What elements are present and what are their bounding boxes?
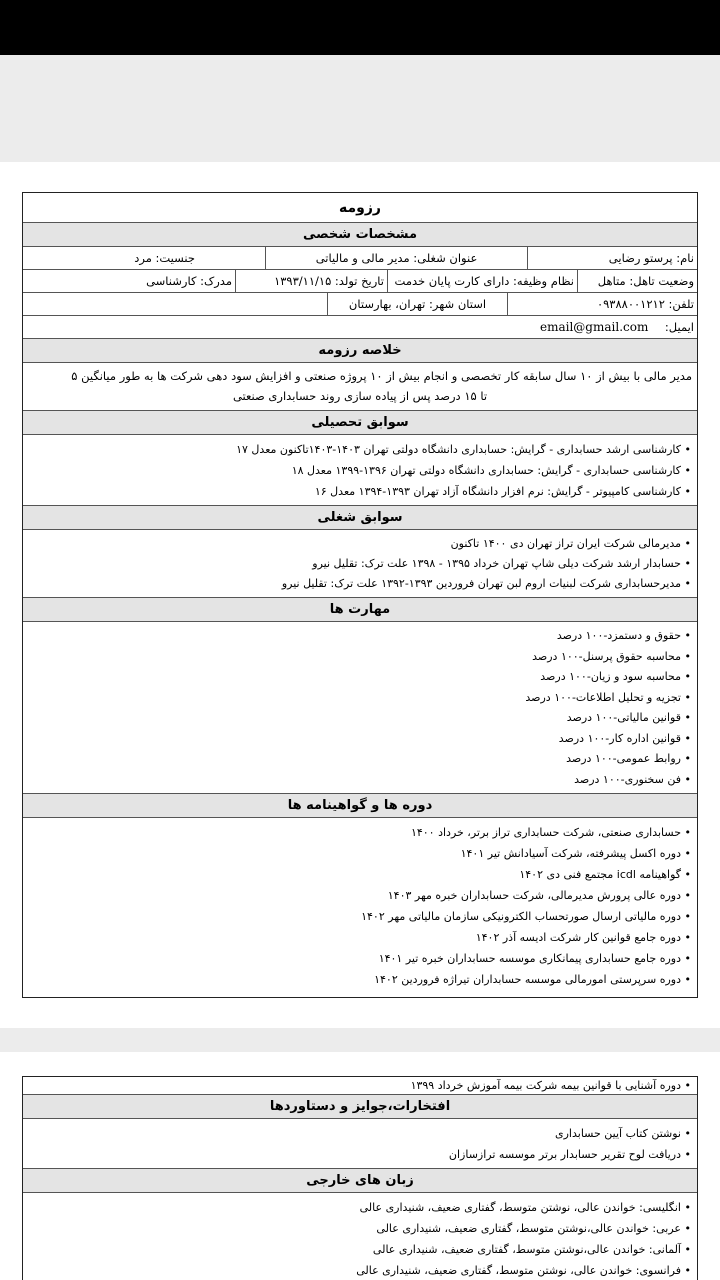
top-status-bar <box>0 0 720 55</box>
awards-header: افتخارات،جوایز و دستاوردها <box>23 1095 697 1119</box>
birth-field: تاریخ تولد: ۱۳۹۳/۱۱/۱۵ <box>235 270 387 292</box>
languages-list <box>23 1193 697 1280</box>
personal-row-2 <box>23 270 697 293</box>
degree-field: مدرک: کارشناسی <box>146 274 232 288</box>
email-field[interactable]: email@gmail.com <box>540 320 649 334</box>
skill-item: • روابط عمومی-۱۰۰ درصد <box>27 749 691 770</box>
languages-header: زبان های خارجی <box>23 1169 697 1193</box>
military-field: نظام وظیفه: دارای کارت پایان خدمت <box>387 270 577 292</box>
education-list <box>23 435 697 506</box>
skill-item: • قوانین مالیاتی-۱۰۰ درصد <box>27 708 691 729</box>
course-item: • دوره عالی پرورش مدیرمالی، شرکت حسابداران خبره مهر ۱۴۰۳ <box>27 885 691 906</box>
education-item: • کارشناسی ارشد حسابداری - گرایش: حسابداری دانشگاه دولتی تهران ۱۴۰۳-۱۴۰۳تاکنون معدل ۱۷ <box>27 439 691 460</box>
skill-item: • حقوق و دستمزد-۱۰۰ درصد <box>27 626 691 647</box>
courses-header: دوره ها و گواهینامه ها <box>23 794 697 818</box>
summary-line-1: مدیر مالی با بیش از ۱۰ سال سابقه کار تخصصی و انجام بیش از ۱۰ پروژه صنعتی و افزایش سود دهی شرکت ها به طور میانگین ۵ <box>71 369 692 383</box>
course-item: • دوره سرپرستی امورمالی موسسه حسابداران تیراژه فروردین ۱۴۰۲ <box>27 969 691 990</box>
courses-list <box>23 818 697 993</box>
course-item: • حسابداری صنعتی، شرکت حسابداری تراز برتر، خرداد ۱۴۰۰ <box>27 822 691 843</box>
language-item: • فرانسوی: خواندن عالی، نوشتن متوسط، گفتاری ضعیف، شنیداری عالی <box>27 1260 691 1280</box>
name-field: نام: پرستو رضایی <box>527 247 697 269</box>
summary-header: خلاصه رزومه <box>23 339 697 363</box>
skill-item: • فن سخنوری-۱۰۰ درصد <box>27 770 691 791</box>
job-item: • حسابدار ارشد شرکت دیلی شاپ تهران خرداد ۱۳۹۵ - ۱۳۹۸ علت ترک: تقلیل نیرو <box>27 554 691 574</box>
summary-text <box>23 363 697 411</box>
courses-list-continued <box>23 1077 697 1095</box>
summary-line-2: تا ۱۵ درصد پس از پیاده سازی روند حسابداری صنعتی <box>232 389 488 403</box>
skills-header: مهارت ها <box>23 598 697 622</box>
education-item: • کارشناسی کامپیوتر - گرایش: نرم افزار دانشگاه آزاد تهران ۱۳۹۳-۱۳۹۴ معدل ۱۶ <box>27 481 691 502</box>
award-item: • نوشتن کتاب آیین حسابداری <box>27 1123 691 1144</box>
course-item: • دوره جامع قوانین کار شرکت ادیسه آذر ۱۴۰۲ <box>27 927 691 948</box>
personal-row-1 <box>23 247 697 270</box>
email-label: ایمیل: <box>664 320 694 334</box>
address-field: استان شهر: تهران، بهارستان <box>327 293 507 315</box>
award-item: • دریافت لوح تقریر حسابدار برتر موسسه ترازسازان <box>27 1144 691 1165</box>
course-item: • گواهینامه icdl مجتمع فنی دی ۱۴۰۲ <box>27 864 691 885</box>
jobs-list <box>23 530 697 598</box>
resume-title: رزومه <box>23 193 697 223</box>
language-item: • عربی: خواندن عالی،نوشتن متوسط، گفتاری ضعیف، شنیداری عالی <box>27 1218 691 1239</box>
job-title-field: عنوان شغلی: مدیر مالی و مالیاتی <box>265 247 527 269</box>
skills-list <box>23 622 697 794</box>
skill-item: • محاسبه حقوق پرسنل-۱۰۰ درصد <box>27 647 691 668</box>
education-header: سوابق تحصیلی <box>23 411 697 435</box>
skill-item: • محاسبه سود و زیان-۱۰۰ درصد <box>27 667 691 688</box>
language-item: • آلمانی: خواندن عالی،نوشتن متوسط، گفتاری ضعیف، شنیداری عالی <box>27 1239 691 1260</box>
personal-row-4 <box>23 316 697 339</box>
skill-item: • قوانین اداره کار-۱۰۰ درصد <box>27 729 691 750</box>
document-page-2 <box>0 1052 720 1280</box>
resume-table <box>22 192 698 998</box>
course-item: • دوره جامع حسابداری پیمانکاری موسسه حسابداران خبره تیر ۱۴۰۱ <box>27 948 691 969</box>
awards-list <box>23 1119 697 1169</box>
empty-cell <box>25 293 327 315</box>
phone-field: تلفن: ۰۹۳۸۸۰۰۱۲۱۲ <box>507 293 697 315</box>
course-item: • دوره مالیاتی ارسال صورتحساب الکترونیکی سازمان مالیاتی مهر ۱۴۰۲ <box>27 906 691 927</box>
jobs-header: سوابق شغلی <box>23 506 697 530</box>
language-item: • انگلیسی: خواندن عالی، نوشتن متوسط، گفتاری ضعیف، شنیداری عالی <box>27 1197 691 1218</box>
course-item: • دوره اکسل پیشرفته، شرکت آسیادانش تیر ۱۴۰۱ <box>27 843 691 864</box>
skill-item: • تجزیه و تحلیل اطلاعات-۱۰۰ درصد <box>27 688 691 709</box>
job-item: • مدیرحسابداری شرکت لبنیات اروم لبن تهران فروردین ۱۳۹۳-۱۳۹۲ علت ترک: تقلیل نیرو <box>27 574 691 594</box>
personal-row-3 <box>23 293 697 316</box>
education-item: • کارشناسی حسابداری - گرایش: حسابداری دانشگاه دولتی تهران ۱۳۹۶-۱۳۹۹ معدل ۱۸ <box>27 460 691 481</box>
gender-field: جنسیت: مرد <box>134 251 195 265</box>
document-page-1 <box>0 162 720 1028</box>
personal-info-header: مشخصات شخصی <box>23 223 697 247</box>
course-item: • دوره آشنایی با قوانین بیمه شرکت بیمه آموزش خرداد ۱۳۹۹ <box>27 1079 691 1092</box>
resume-table-continued <box>22 1076 698 1280</box>
marital-field: وضعیت تاهل: متاهل <box>577 270 697 292</box>
job-item: • مدیرمالی شرکت ایران تراز تهران دی ۱۴۰۰ تاکنون <box>27 534 691 554</box>
